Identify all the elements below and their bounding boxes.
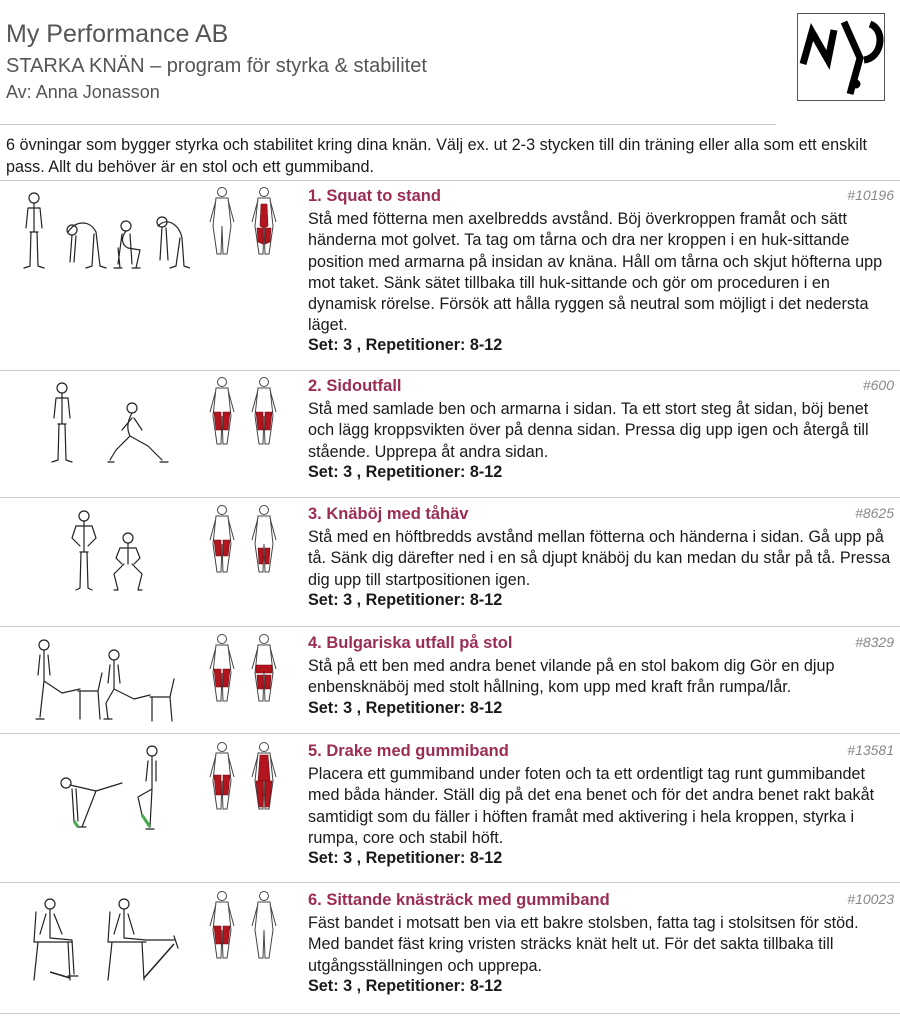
squat-to-stand-figure-icon xyxy=(10,186,190,280)
exercise-title: 3. Knäböj med tåhäv xyxy=(308,505,469,523)
exercise-description: Stå med samlade ben och armarna i sidan. Ta ett stort steg åt sidan, böj benet och lägg kroppsvikten över på denna sidan. Pressa dig upp igen och återgå till stående. Upprepa åt andra sidan. xyxy=(308,400,869,461)
exercise-description: Stå med en höftbredds avstånd mellan fötterna och händerna i sidan. Gå upp på tå. Sänk dig därefter ned i en så djupt knäböj du kan medan du står på tå. Pressa dig upp till startpositionen igen. xyxy=(308,528,891,589)
exercise-row xyxy=(0,500,900,624)
exercise-sets: Set: 3 , Repetitioner: 8-12 xyxy=(308,463,503,481)
exercise-id: #600 xyxy=(862,377,894,393)
divider xyxy=(0,1013,900,1014)
bulgarian-split-squat-figure-icon xyxy=(10,633,190,727)
header-divider xyxy=(0,124,776,125)
exercise-description: Stå med fötterna men axelbredds avstånd. Böj överkroppen framåt och sätt händerna mot golvet. Ta tag om tårna och dra ner kroppen i en huk-sittande position med armarna på insidan av knäna. Håll om tårna och skjut höfterna upp mot taket. Sänk sätet tillbaka till huk-sittande och gör om proceduren i en dynamisk rörelse. Försök att hålla ryggen så neutral som möjligt i det nedersta läget. xyxy=(308,210,883,335)
exercise-description: Placera ett gummiband under foten och ta ett ordentligt tag runt gummibandet med båda händer. Ställ dig på det ena benet och för det andra benet rakt bakåt samtidigt som du fäller i höften framåt med aktivering i hela kroppen, styrka i rumpa, core och stabil höft. xyxy=(308,765,875,847)
document-header xyxy=(0,0,900,120)
author-name: Av: Anna Jonasson xyxy=(6,82,160,102)
exercise-row xyxy=(0,737,900,881)
squat-calf-raise-figure-icon xyxy=(10,504,190,598)
band-kickstand-figure-icon xyxy=(10,741,190,835)
intro-text: 6 övningar som bygger styrka och stabilitet kring dina knän. Välj ex. ut 2-3 stycken till din träning eller alla som ett enskilt pass. Allt du behöver är en stol och ett gummiband. xyxy=(6,136,868,176)
program-title: STARKA KNÄN – program för styrka & stabilitet xyxy=(6,55,427,77)
exercise-description: Stå på ett ben med andra benet vilande på en stol bakom dig Gör en djup enbensknäböj med stolt hållning, kom upp med kraft från rumpa/lår. xyxy=(308,657,835,697)
exercise-sets: Set: 3 , Repetitioner: 8-12 xyxy=(308,849,503,867)
side-lunge-figure-icon xyxy=(10,376,190,470)
divider xyxy=(0,882,900,883)
exercise-row xyxy=(0,182,900,368)
hamstrings-back-muscle-icon xyxy=(206,186,286,256)
exercise-row xyxy=(0,629,900,733)
exercise-sets: Set: 3 , Repetitioner: 8-12 xyxy=(308,699,503,717)
exercise-title: 5. Drake med gummiband xyxy=(308,742,509,760)
divider xyxy=(0,733,900,734)
exercise-id: #13581 xyxy=(847,742,894,758)
company-name: My Performance AB xyxy=(6,20,229,48)
exercise-title: 1. Squat to stand xyxy=(308,187,441,205)
full-leg-back-muscle-icon xyxy=(206,741,286,811)
divider xyxy=(0,626,900,627)
exercise-row xyxy=(0,372,900,494)
exercise-row xyxy=(0,886,900,1010)
exercise-id: #8329 xyxy=(855,634,894,650)
mp-logo-icon xyxy=(797,13,885,101)
exercise-title: 2. Sidoutfall xyxy=(308,377,402,395)
exercise-id: #10023 xyxy=(847,891,894,907)
seated-knee-extension-figure-icon xyxy=(10,890,190,984)
quads-front-muscle-icon xyxy=(206,890,286,960)
divider xyxy=(0,497,900,498)
exercise-title: 6. Sittande knästräck med gummiband xyxy=(308,891,610,909)
exercise-title: 4. Bulgariska utfall på stol xyxy=(308,634,513,652)
exercise-description: Fäst bandet i motsatt ben via ett bakre stolsben, fatta tag i stolsitsen för stöd. Med bandet fäst kring vristen sträcks knät helt ut. För det sakta tillbaka till utgångsställningen och upprepa. xyxy=(308,914,859,975)
exercise-sets: Set: 3 , Repetitioner: 8-12 xyxy=(308,977,503,995)
quads-glutes-muscle-icon xyxy=(206,633,286,703)
divider xyxy=(0,180,900,181)
quads-calves-muscle-icon xyxy=(206,504,286,574)
exercise-sets: Set: 3 , Repetitioner: 8-12 xyxy=(308,336,503,354)
exercise-id: #10196 xyxy=(847,187,894,203)
thighs-muscle-icon xyxy=(206,376,286,446)
exercise-sets: Set: 3 , Repetitioner: 8-12 xyxy=(308,591,503,609)
exercise-id: #8625 xyxy=(855,505,894,521)
divider xyxy=(0,370,900,371)
